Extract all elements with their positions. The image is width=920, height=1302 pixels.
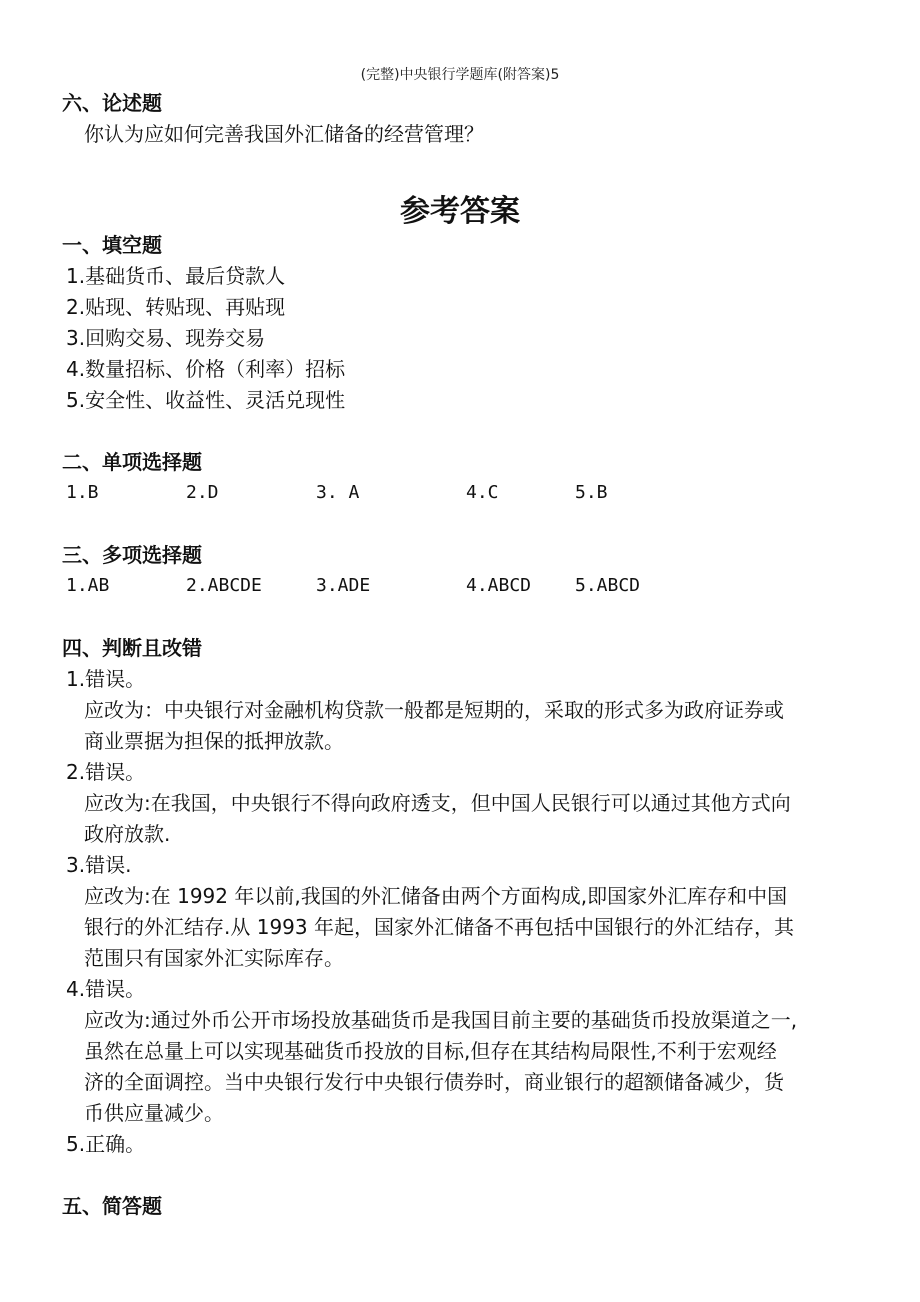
- tf-item-3-line-3: 范围只有国家外汇实际库存。: [84, 946, 344, 970]
- multi-choice-answer-3: 3.ADE: [316, 575, 371, 596]
- single-choice-heading: 二、单项选择题: [62, 450, 202, 474]
- single-choice-answer-3: 3. A: [316, 482, 360, 503]
- fill-blank-item-5: 5.安全性、收益性、灵活兑现性: [66, 388, 346, 412]
- tf-item-2-line-2: 政府放款.: [84, 822, 171, 846]
- multi-choice-answer-5: 5.ABCD: [575, 575, 641, 596]
- page-header: (完整)中央银行学题库(附答案)5: [360, 67, 560, 83]
- essay-heading: 六、论述题: [62, 91, 162, 115]
- fill-blank-item-4: 4.数量招标、价格（利率）招标: [66, 357, 346, 381]
- tf-item-1-line-2: 商业票据为担保的抵押放款。: [84, 729, 344, 753]
- true-false-heading: 四、判断且改错: [62, 636, 202, 660]
- tf-item-4-line-3: 济的全面调控。当中央银行发行中央银行债券时，商业银行的超额储备减少，货: [84, 1070, 784, 1094]
- multi-choice-answer-4: 4.ABCD: [466, 575, 532, 596]
- tf-item-4-line-2: 虽然在总量上可以实现基础货币投放的目标,但存在其结构局限性,不利于宏观经: [84, 1039, 777, 1063]
- tf-item-3-line-1: 应改为:在 1992 年以前,我国的外汇储备由两个方面构成,即国家外汇库存和中国: [84, 884, 788, 908]
- tf-item-2-line-1: 应改为:在我国，中央银行不得向政府透支，但中国人民银行可以通过其他方式向: [84, 791, 791, 815]
- fill-blank-item-2: 2.贴现、转贴现、再贴现: [66, 295, 286, 319]
- answer-title: 参考答案: [400, 194, 520, 229]
- tf-item-1-line-1: 应改为：中央银行对金融机构贷款一般都是短期的，采取的形式多为政府证券或: [84, 698, 784, 722]
- single-choice-answer-1: 1.B: [66, 482, 99, 503]
- multi-choice-heading: 三、多项选择题: [62, 543, 202, 567]
- tf-item-5-label: 5.正确。: [66, 1132, 146, 1156]
- single-choice-answer-2: 2.D: [186, 482, 219, 503]
- short-answer-heading: 五、简答题: [62, 1194, 162, 1218]
- single-choice-answer-4: 4.C: [466, 482, 499, 503]
- tf-item-1-label: 1.错误。: [66, 667, 146, 691]
- tf-item-4-line-1: 应改为:通过外币公开市场投放基础货币是我国目前主要的基础货币投放渠道之一,: [84, 1008, 798, 1032]
- tf-item-2-label: 2.错误。: [66, 760, 146, 784]
- fill-blank-item-3: 3.回购交易、现券交易: [66, 326, 266, 350]
- essay-question: 你认为应如何完善我国外汇储备的经营管理？: [84, 122, 484, 146]
- fill-blank-heading: 一、填空题: [62, 233, 162, 257]
- tf-item-3-label: 3.错误.: [66, 853, 132, 877]
- single-choice-answer-5: 5.B: [575, 482, 608, 503]
- tf-item-3-line-2: 银行的外汇结存.从 1993 年起，国家外汇储备不再包括中国银行的外汇结存，其: [84, 915, 794, 939]
- fill-blank-item-1: 1.基础货币、最后贷款人: [66, 264, 286, 288]
- tf-item-4-label: 4.错误。: [66, 977, 146, 1001]
- multi-choice-answer-1: 1.AB: [66, 575, 110, 596]
- tf-item-4-line-4: 币供应量减少。: [84, 1101, 224, 1125]
- multi-choice-answer-2: 2.ABCDE: [186, 575, 262, 596]
